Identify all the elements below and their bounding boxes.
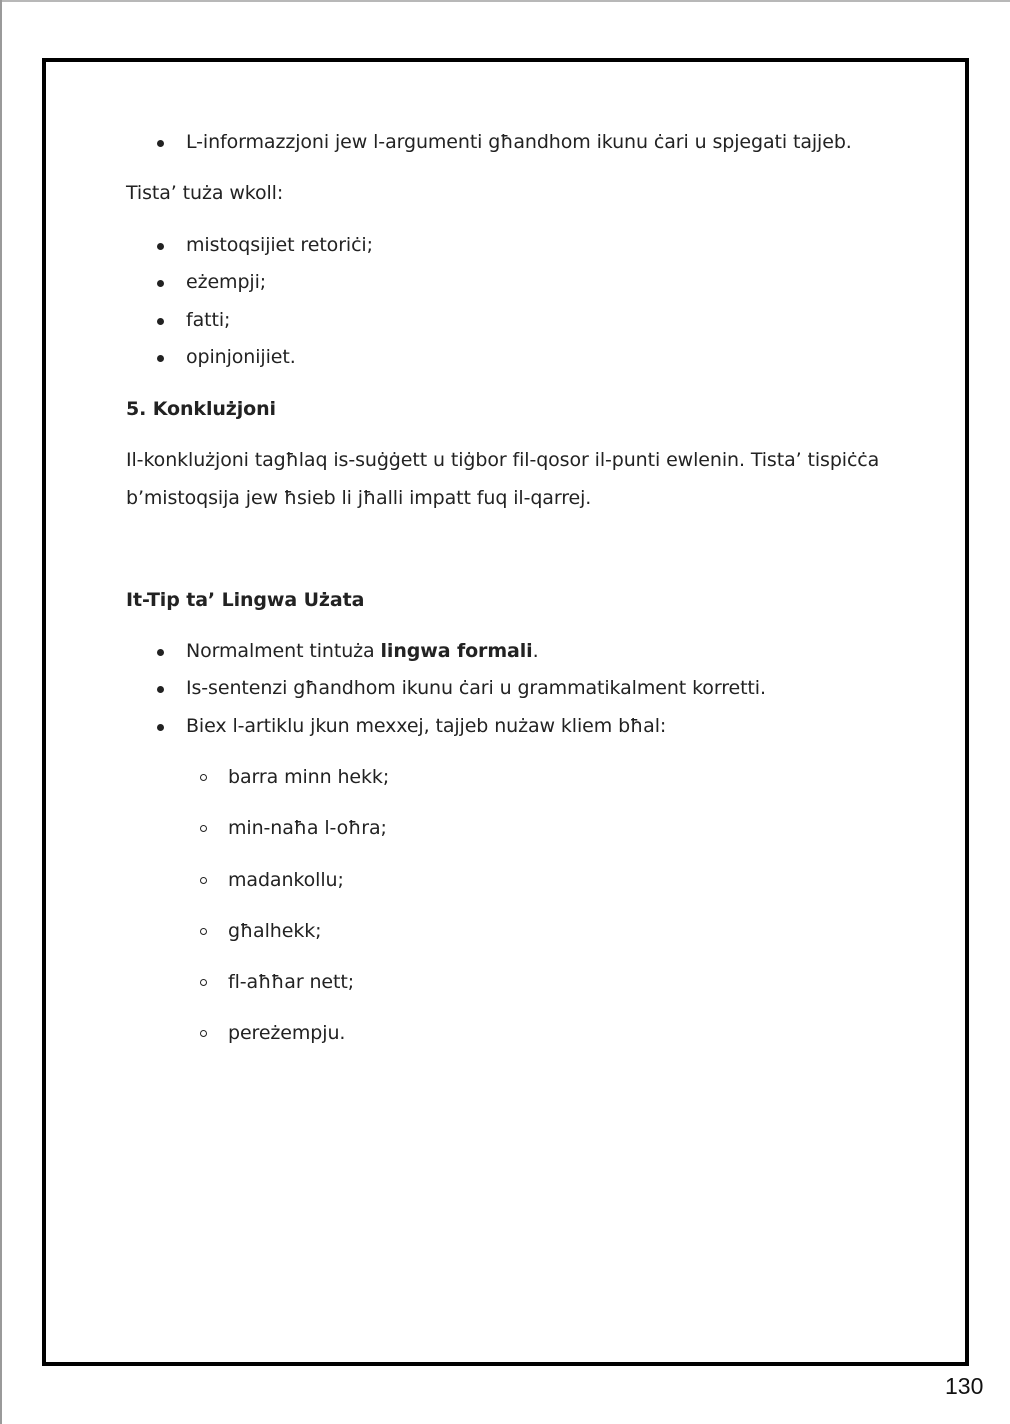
- bullet-dot-icon: [157, 280, 164, 287]
- tools-list-item-text: mistoqsijiet retoriċi;: [186, 234, 373, 256]
- language-bullet-sentences: [126, 675, 766, 702]
- bullet-dot-icon: [157, 355, 164, 362]
- connective-item: [126, 764, 389, 791]
- language-bullet-formal-emphasis: lingwa formali: [380, 640, 533, 662]
- language-bullet-formal-suffix: .: [532, 640, 539, 662]
- connective-item-text: fl-aħħar nett;: [228, 971, 354, 993]
- language-bullet-formal-prefix: Normalment tintuża: [186, 640, 381, 662]
- connective-item-text: madankollu;: [228, 869, 344, 891]
- tools-list-item-text: eżempji;: [186, 271, 267, 293]
- connective-item-text: għalhekk;: [228, 920, 322, 942]
- connective-item: [126, 815, 387, 842]
- connective-item-text: pereżempju.: [228, 1022, 346, 1044]
- page-number: 130: [945, 1373, 984, 1399]
- language-heading: It-Tip ta’ Lingwa Użata: [126, 589, 365, 611]
- connective-item-text: barra minn hekk;: [228, 766, 390, 788]
- tools-intro: Tista’ tuża wkoll:: [126, 182, 284, 204]
- tools-list-item: [126, 344, 296, 371]
- language-bullet-sentences-text: Is-sentenzi għandhom ikunu ċari u grammatikalment korretti.: [186, 677, 766, 699]
- section-5-paragraph-line: Il-konklużjoni tagħlaq is-suġġett u tiġbor fil-qosor il-punti ewlenin. Tista’ tispiċċa: [126, 449, 880, 471]
- hollow-bullet-icon: [200, 825, 207, 832]
- bullet-dot-icon: [157, 649, 164, 656]
- hollow-bullet-icon: [200, 928, 207, 935]
- bullet-dot-icon: [157, 724, 164, 731]
- intro-bullet: [126, 129, 852, 156]
- tools-list-item: [126, 269, 266, 296]
- tools-list-item-text: fatti;: [186, 309, 231, 331]
- intro-bullet-text: L-informazzjoni jew l-argumenti għandhom ikunu ċari u spjegati tajjeb.: [186, 131, 852, 153]
- bullet-dot-icon: [157, 140, 164, 147]
- connective-item: [126, 969, 354, 996]
- language-bullet-connectives: [126, 713, 666, 740]
- connective-item: [126, 918, 321, 945]
- tools-list-item-text: opinjonijiet.: [186, 346, 296, 368]
- hollow-bullet-icon: [200, 877, 207, 884]
- hollow-bullet-icon: [200, 1030, 207, 1037]
- section-5-paragraph-line: b’mistoqsija jew ħsieb li jħalli impatt fuq il-qarrej.: [126, 487, 592, 509]
- connective-item: [126, 1020, 345, 1047]
- hollow-bullet-icon: [200, 979, 207, 986]
- bullet-dot-icon: [157, 318, 164, 325]
- connective-item: [126, 867, 344, 894]
- language-bullet-connectives-text: Biex l-artiklu jkun mexxej, tajjeb nużaw kliem bħal:: [186, 715, 667, 737]
- tools-list-item: [126, 307, 230, 334]
- section-5-heading: 5. Konklużjoni: [126, 398, 276, 420]
- connective-item-text: min-naħa l-oħra;: [228, 817, 387, 839]
- viewer-top-edge: [0, 0, 1010, 2]
- tools-list-item: [126, 232, 373, 259]
- language-bullet-formal: [126, 638, 539, 665]
- hollow-bullet-icon: [200, 774, 207, 781]
- page-frame: [42, 58, 969, 1366]
- bullet-dot-icon: [157, 243, 164, 250]
- bullet-dot-icon: [157, 686, 164, 693]
- viewer-left-edge: [0, 0, 2, 1424]
